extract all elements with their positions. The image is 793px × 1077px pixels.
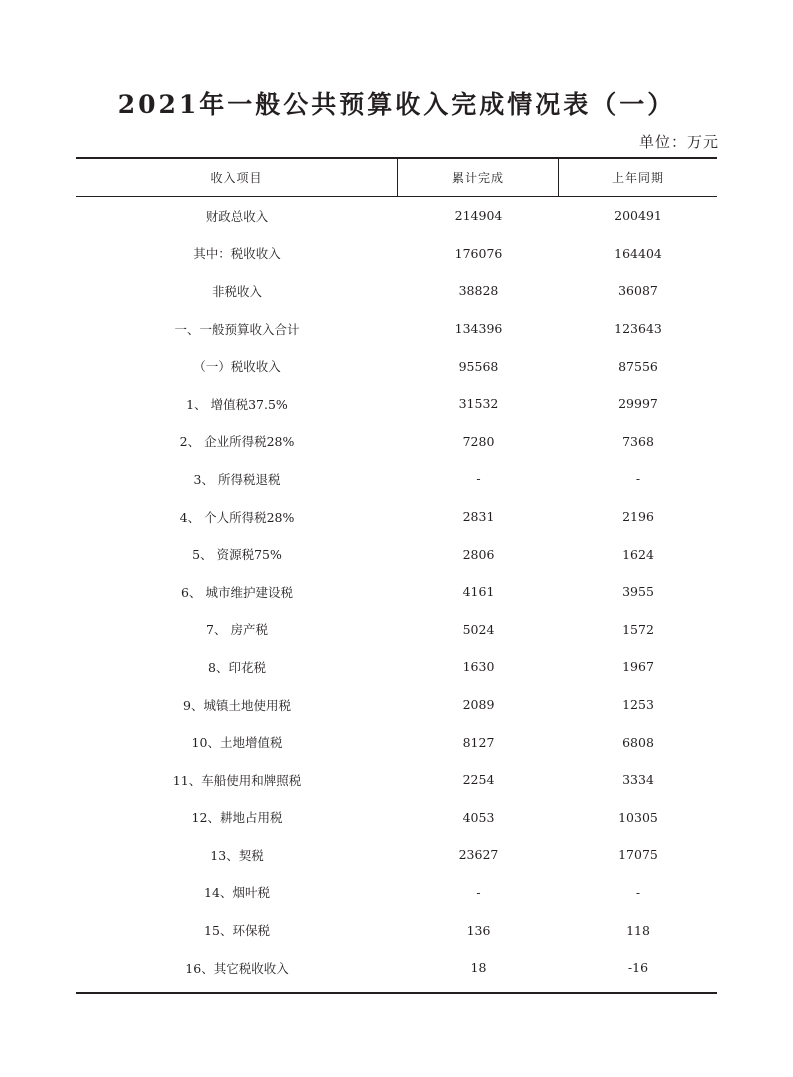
table-row	[76, 723, 717, 761]
row-cumulative: 2254	[462, 772, 495, 788]
row-item: 15、环保税	[204, 923, 270, 939]
row-prior-year: 1624	[622, 546, 654, 562]
table-header	[76, 159, 717, 196]
row-item: 1、 增值税37.5%	[186, 396, 288, 412]
table-row	[76, 460, 717, 498]
row-prior-year: 200491	[614, 208, 662, 224]
row-item: 9、城镇土地使用税	[183, 697, 291, 713]
table-row	[76, 347, 717, 385]
row-prior-year: 123643	[614, 321, 662, 337]
row-cumulative: 31532	[458, 396, 499, 412]
row-prior-year: 17075	[618, 847, 658, 863]
table-row	[76, 799, 717, 837]
table-row	[76, 648, 717, 686]
table-row	[76, 573, 717, 611]
row-prior-year: 3334	[622, 772, 654, 788]
row-cumulative: 95568	[458, 358, 499, 374]
row-cumulative: 1630	[462, 659, 495, 675]
row-item: （一）税收收入	[193, 359, 281, 375]
row-cumulative: 134396	[454, 321, 503, 337]
row-item: 14、烟叶税	[204, 885, 270, 901]
row-cumulative: 136	[466, 922, 491, 938]
table-row	[76, 423, 717, 461]
row-item: 其中：税收收入	[193, 246, 281, 262]
row-item: 7、 房产税	[206, 622, 268, 638]
row-cumulative: 5024	[462, 621, 495, 637]
revenue-table	[76, 157, 717, 994]
header-prior-year: 上年同期	[611, 171, 664, 185]
table-row	[76, 911, 717, 949]
row-cumulative: 23627	[458, 847, 499, 863]
row-cumulative: 176076	[454, 245, 503, 261]
row-item: 12、耕地占用税	[191, 810, 283, 826]
row-item: 财政总收入	[205, 208, 269, 224]
table-row	[76, 310, 717, 348]
row-item: 一、一般预算收入合计	[174, 321, 300, 337]
row-item: 2、 企业所得税28%	[179, 434, 295, 450]
row-item: 4、 个人所得税28%	[179, 509, 295, 525]
row-prior-year: -	[635, 884, 641, 900]
page-title: 2021年一般公共预算收入完成情况表（一）	[117, 90, 676, 119]
row-cumulative: 18	[470, 960, 487, 976]
row-item: 5、 资源税75%	[192, 547, 282, 563]
table-row	[76, 874, 717, 912]
row-prior-year: 36087	[618, 283, 658, 299]
table-bottom-rule	[76, 992, 717, 994]
row-cumulative: -	[476, 471, 481, 487]
row-cumulative: 2831	[462, 509, 495, 525]
row-prior-year: -	[635, 471, 641, 487]
table-body	[76, 197, 717, 986]
table-row	[76, 197, 717, 235]
row-prior-year: 164404	[614, 245, 662, 261]
row-prior-year: 1253	[622, 697, 654, 713]
header-item: 收入项目	[76, 159, 398, 196]
header-cumulative: 累计完成	[398, 159, 559, 196]
row-prior-year: -16	[627, 960, 649, 976]
row-item: 10、土地增值税	[191, 735, 283, 751]
row-item: 11、车船使用和牌照税	[172, 772, 302, 788]
table-row	[76, 836, 717, 874]
table-row	[76, 385, 717, 423]
row-item: 13、契税	[210, 847, 264, 863]
row-prior-year: 7368	[622, 433, 654, 449]
row-cumulative: 214904	[454, 208, 503, 224]
row-prior-year: 29997	[618, 396, 658, 412]
row-prior-year: 2196	[622, 509, 654, 525]
row-cumulative: 4053	[462, 809, 495, 825]
table-row	[76, 949, 717, 987]
row-cumulative: -	[476, 884, 481, 900]
row-cumulative: 2089	[462, 697, 495, 713]
row-cumulative: 38828	[458, 283, 499, 299]
table-row	[76, 686, 717, 724]
table-row	[76, 235, 717, 273]
table-row	[76, 272, 717, 310]
unit-label: 单位：万元	[638, 133, 719, 151]
row-item: 非税收入	[211, 283, 262, 299]
row-prior-year: 118	[626, 922, 650, 938]
row-prior-year: 1572	[622, 621, 654, 637]
row-prior-year: 87556	[618, 358, 658, 374]
row-cumulative: 4161	[462, 584, 495, 600]
row-cumulative: 2806	[462, 546, 495, 562]
table-row	[76, 611, 717, 649]
table-row	[76, 535, 717, 573]
row-cumulative: 8127	[462, 734, 495, 750]
row-prior-year: 3955	[622, 584, 654, 600]
row-item: 8、印花税	[208, 659, 266, 675]
row-item: 3、 所得税退税	[193, 471, 281, 487]
table-row	[76, 498, 717, 536]
table-row	[76, 761, 717, 799]
row-prior-year: 10305	[618, 809, 658, 825]
row-item: 6、 城市维护建设税	[181, 584, 293, 600]
row-cumulative: 7280	[462, 433, 495, 449]
row-prior-year: 1967	[622, 659, 654, 675]
row-item: 16、其它税收收入	[185, 960, 289, 976]
row-prior-year: 6808	[622, 734, 654, 750]
